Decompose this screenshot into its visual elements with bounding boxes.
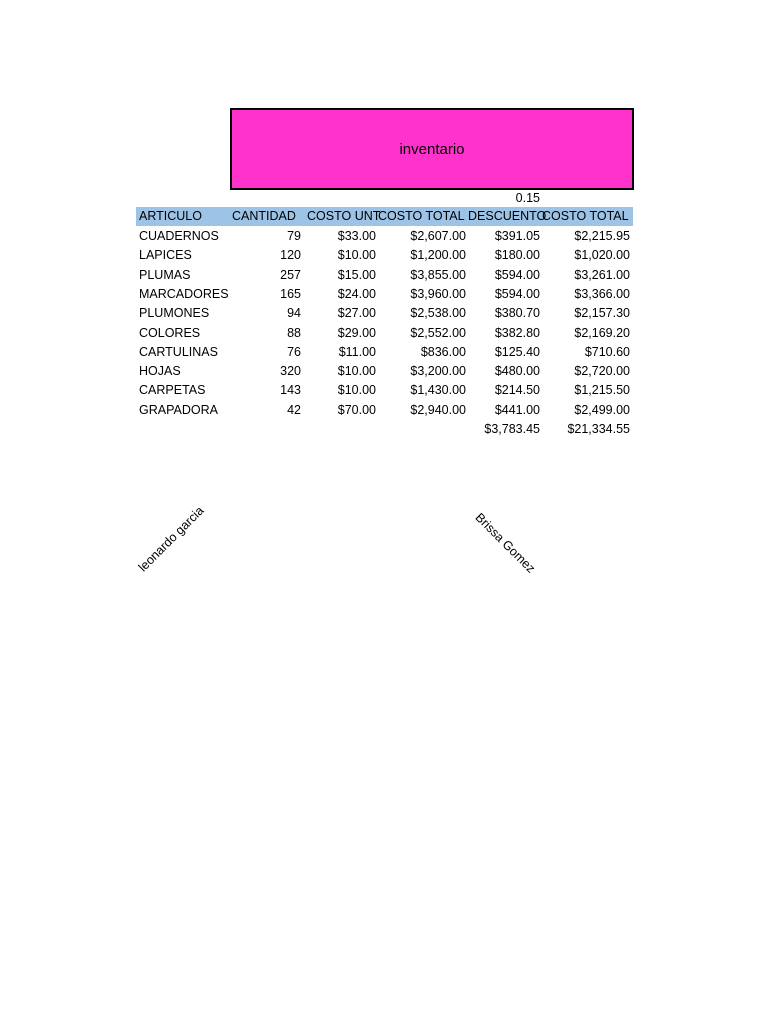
item-costo-unt: $29.00 — [337, 325, 376, 340]
sheet-title-text: inventario — [399, 140, 465, 158]
item-costo-unt: $33.00 — [337, 229, 376, 243]
item-costo-total: $2,538.00 — [410, 306, 466, 321]
item-name: COLORES — [139, 325, 201, 340]
item-descuento: $125.40 — [494, 344, 540, 359]
item-costo-final: $2,157.30 — [574, 306, 630, 321]
header-cantidad: CANTIDAD — [232, 209, 296, 223]
item-costo-total: $836.00 — [420, 344, 466, 359]
item-costo-total: $2,552.00 — [410, 325, 466, 340]
header-costo-unt: COSTO UNT — [307, 209, 381, 223]
table-row — [136, 324, 633, 343]
item-costo-final: $2,720.00 — [574, 364, 630, 379]
item-cantidad: 120 — [280, 248, 301, 263]
header-costo-total-final: COSTO TOTAL — [542, 209, 629, 223]
item-costo-final: $710.60 — [584, 344, 630, 359]
item-cantidad: 320 — [280, 364, 301, 379]
item-descuento: $380.70 — [494, 306, 540, 321]
table-row — [136, 266, 633, 285]
item-name: PLUMONES — [139, 306, 210, 321]
item-cantidad: 79 — [287, 229, 301, 243]
item-costo-unt: $24.00 — [337, 286, 376, 301]
item-descuento: $441.00 — [494, 402, 540, 417]
item-costo-total: $3,960.00 — [410, 286, 466, 301]
item-name: MARCADORES — [139, 286, 229, 301]
item-name: CARPETAS — [139, 383, 206, 398]
item-descuento: $214.50 — [494, 383, 540, 398]
item-costo-total: $2,607.00 — [410, 229, 466, 243]
item-name: PLUMAS — [139, 267, 191, 282]
discount-rate-cell: 0.15 — [515, 191, 540, 205]
total-descuento: $3,783.45 — [484, 422, 540, 436]
item-name: CUADERNOS — [139, 229, 219, 243]
table-row — [136, 227, 633, 246]
item-name: GRAPADORA — [139, 402, 218, 417]
item-costo-unt: $27.00 — [337, 306, 376, 321]
item-descuento: $391.05 — [494, 229, 540, 243]
table-row — [136, 401, 633, 420]
item-costo-unt: $15.00 — [337, 267, 376, 282]
table-row — [136, 285, 633, 304]
item-costo-final: $2,499.00 — [574, 402, 630, 417]
header-costo-total: COSTO TOTAL — [378, 209, 465, 223]
item-name: HOJAS — [139, 364, 181, 379]
item-costo-unt: $10.00 — [337, 383, 376, 398]
item-descuento: $180.00 — [494, 248, 540, 263]
signature-left: leonardo garcia — [135, 503, 207, 575]
item-costo-total: $3,855.00 — [410, 267, 466, 282]
table-row — [136, 304, 633, 323]
item-costo-final: $1,020.00 — [574, 248, 630, 263]
item-costo-total: $1,430.00 — [410, 383, 466, 398]
item-cantidad: 165 — [280, 286, 301, 301]
table-header-row — [136, 207, 633, 226]
table-row — [136, 362, 633, 381]
item-costo-unt: $11.00 — [338, 344, 376, 359]
signature-right: Brissa Gomez — [472, 510, 538, 576]
item-costo-total: $3,200.00 — [410, 364, 466, 379]
item-costo-unt: $70.00 — [337, 402, 376, 417]
item-name: CARTULINAS — [139, 344, 218, 359]
item-costo-final: $3,366.00 — [574, 286, 630, 301]
table-row — [136, 343, 633, 362]
item-costo-final: $1,215.50 — [574, 383, 630, 398]
item-cantidad: 42 — [287, 402, 301, 417]
item-cantidad: 76 — [287, 344, 301, 359]
item-costo-unt: $10.00 — [337, 364, 376, 379]
item-costo-total: $2,940.00 — [410, 402, 466, 417]
item-costo-unt: $10.00 — [337, 248, 376, 263]
sheet-title — [230, 108, 634, 190]
item-cantidad: 88 — [287, 325, 301, 340]
table-row — [136, 246, 633, 265]
item-descuento: $382.80 — [494, 325, 540, 340]
item-descuento: $480.00 — [494, 364, 540, 379]
table-row — [136, 381, 633, 400]
item-costo-total: $1,200.00 — [410, 248, 466, 263]
item-cantidad: 143 — [280, 383, 301, 398]
totals-row — [136, 420, 633, 439]
total-costo-total: $21,334.55 — [567, 422, 630, 436]
item-descuento: $594.00 — [494, 286, 540, 301]
header-descuento: DESCUENTO — [468, 209, 547, 223]
item-costo-final: $2,215.95 — [574, 229, 630, 243]
item-costo-final: $2,169.20 — [574, 325, 630, 340]
item-cantidad: 257 — [280, 267, 301, 282]
item-name: LAPICES — [139, 248, 192, 263]
item-cantidad: 94 — [287, 306, 301, 321]
item-descuento: $594.00 — [494, 267, 540, 282]
item-costo-final: $3,261.00 — [574, 267, 630, 282]
header-articulo: ARTICULO — [139, 209, 202, 223]
